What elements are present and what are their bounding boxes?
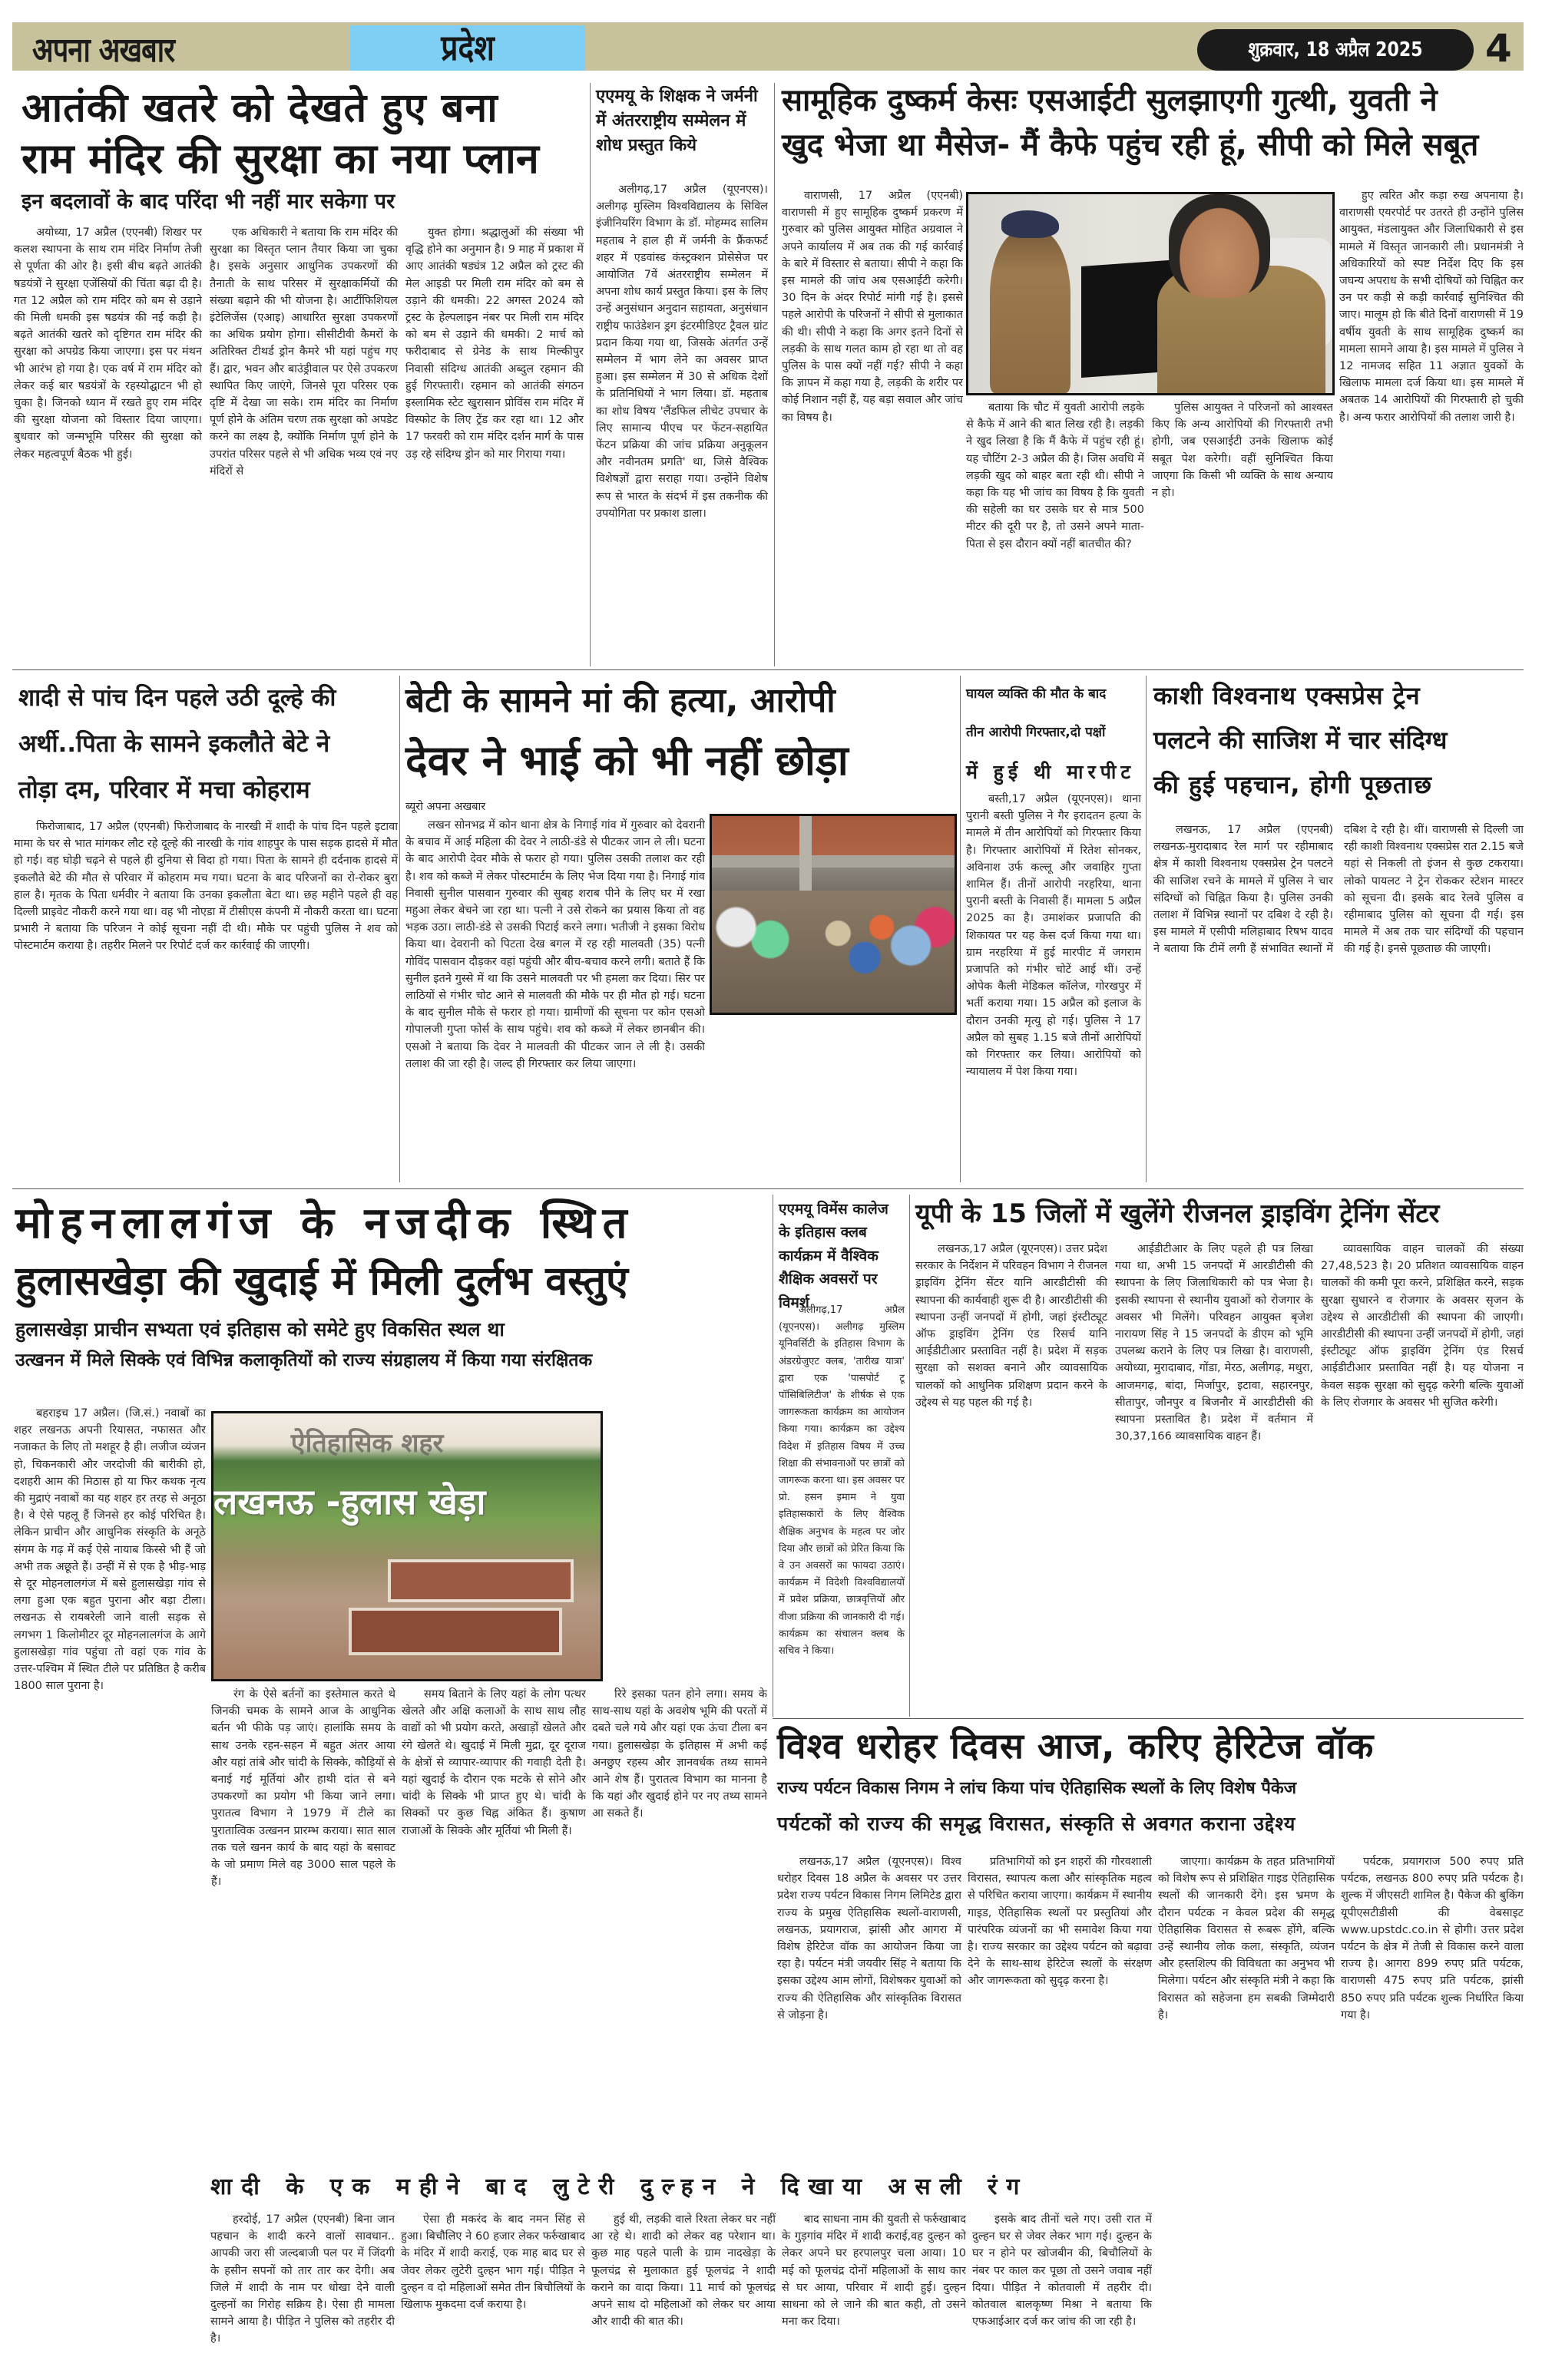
section-tab: [350, 25, 585, 71]
basti-body: बस्ती,17 अप्रैल (यूएनएस)। थाना पुरानी बस्ती पुलिस ने गैर इरादतन हत्या के मामले में तीन आरोपियों को गिरफ्तार किया है। गिरफ्तार आरोपियों में रितेश सोनकर, अविनाश उर्फ कल्लू और जवाहिर गुप्ता शामिल हैं। तीनों आरोपी नरहरिया, थाना पुरानी बस्ती के निवासी हैं। मामला 5 अप्रैल 2025 का है। उमाशंकर प्रजापति की शिकायत पर यह केस दर्ज किया गया था। ग्राम नरहरिया में हुई मारपीट में जगराम प्रजापति को गंभीर चोटें आई थीं। उन्हें ओपेक कैली मेडिकल कॉलेज, गोरखपुर में भर्ती कराया गया। 15 अप्रैल को इलाज के दौरान उनकी मृत्यु हो गई। पुलिस ने 17 अप्रैल को सुबह 1.15 बजे तीनों आरोपियों को गिरफ्तार कर लिया। आरोपियों को न्यायालय में पेश किया गया।: [966, 793, 1141, 1079]
looteri-dulhan-col-3: हुई थी, लड़की वाले रिश्ता लेकर घर नहीं आ रहे थे। शादी को लेकर वह परेशान था। कुछ माह पहले पाली के ग्राम नादखेड़ा के फूलचंद्र से मुलाकात हुई फूलचंद्र ने शादी कराने का वादा किया। 11 मार्च को फूलचंद्र अपने साथ दो महिलाओं को लेकर घर आया और शादी की बात की।: [591, 2213, 776, 2329]
kashi-headline-3: की हुई पहचान, होगी पूछताछ: [1153, 770, 1432, 799]
heritage-headline: विश्व धरोहर दिवस आज, करिए हेरिटेज वॉक: [777, 1725, 1375, 1767]
hulaskheda-subhead-2: उत्खनन में मिले सिक्के एवं विभिन्न कलाकृतियों को राज्य संग्रहालय में किया गया संरक्षितक: [15, 1350, 593, 1370]
looteri-dulhan-col-5: इसके बाद तीनों चले गए। उसी रात में दुल्हन घर से जेवर लेकर भाग गई। दुल्हन के घर न होने पर खोजबीन की, बिचौलियों के नंबर पर काल कर पूछा तो उसने जवाब नहीं दिया। पीड़ित ने कोतवाली में तहरीर दी। कोतवाल बालकृष्ण मिश्रा ने बताया कि एफआईआर दर्ज कर जांच की जा रही है।: [972, 2213, 1152, 2329]
sonbhadra-headline-1: बेटी के सामने मां की हत्या, आरोपी: [405, 681, 836, 720]
photo-sign-text: ऐतिहासिक शहर: [290, 1427, 444, 1459]
column-divider: [774, 83, 775, 666]
firozabad-headline-1: शादी से पांच दिन पहले उठी दूल्हे की: [18, 684, 336, 712]
date-label: शुक्रवार, 18 अप्रैल 2025: [1248, 38, 1423, 61]
crowd-scene-photo: [710, 814, 957, 1015]
basti-headline-3: में हुई थी मारपीट: [966, 761, 1135, 783]
basti-headline-2: तीन आरोपी गिरफ्तार,दो पक्षों: [966, 725, 1106, 740]
ram-mandir-col-3: युक्त होगा। श्रद्धालुओं की संख्या भी वृद्धि होने का अनुमान है। 9 माह में प्रकाश में आए आतंकी षड्यंत्र 12 अप्रैल को ट्रस्ट की मेल आइडी पर मिली राम मंदिर को बम से उड़ाने की धमकी। 22 अगस्त 2024 को ट्रस्ट के हेल्पलाइन नंबर पर मिली राम मंदिर को बम से उड़ाने की धमकी। 2 मार्च को फरीदाबाद से ग्रेनेड के साथ मिल्कीपुर निवासी संदिग्ध आतंकी अब्दुल रहमान की हुई गिरफ्तारी। रहमान को आतंकी संगठन इस्लामिक स्टेट खुरासान प्रोविंस राम मंदिर में विस्फोट के लिए ट्रेंड कर रहा था। 12 और 17 फरवरी को राम मंदिर दर्शन मार्ग के पास उड़ रहे संदिग्ध ड्रोन को मार गिराया गया।: [405, 226, 584, 461]
column-divider: [1146, 676, 1147, 1182]
ram-mandir-headline-1: आतंकी खतरे को देखते हुए बना: [22, 85, 498, 131]
looteri-dulhan-col-1: हरदोई, 17 अप्रैल (एएनबी) बिना जान पहचान के शादी करने वालों सावधान.. आपकी जरा सी जल्दबाजी पल पर में जिंदगी के हसीन सपनों को तार तार कर देगी। अब जिले में शादी के नाम पर धोखा देने वाली दुल्हनों का गिरोह सक्रिय है। ऐसा ही मामला सामने आया है। पीड़ित ने पुलिस को तहरीर दी है।: [210, 2213, 395, 2345]
hulaskheda-subhead-1: हुलासखेड़ा प्राचीन सभ्यता एवं इतिहास को समेटे हुए विकसित स्थल था: [15, 1318, 505, 1340]
ram-mandir-subhead: इन बदलावों के बाद परिंदा भी नहीं मार सकेगा पर: [22, 190, 395, 213]
photo-sign-text: लखनऊ -हुलास खेड़ा: [213, 1481, 486, 1523]
firozabad-headline-3: तोड़ा दम, परिवार में मचा कोहराम: [18, 776, 310, 804]
section-label: प्रदेश: [441, 27, 495, 68]
hulaskheda-col-4: रिरे इसका पतन होने लगा। समय के साथ-साथ यहां के अवशेष भूमि की परतों में दबते चले गये और यहां एक ऊंचा टीला बन गया। हुलासखेड़ा के इतिहास में अभी कई अनछुए रहस्य और ज्ञानवर्धक तथ्य सामने आने शेष हैं। पुरातत्व विभाग का मानना है कि यहां और खुदाई होने पर नए तथ्य सामने आ सकते हैं।: [592, 1688, 767, 1820]
sonbhadra-body: लखन सोनभद्र में कोन थाना क्षेत्र के निगाई गांव में गुरुवार को देवरानी के बचाव में आई महिला की देवर ने लाठी-डंडे से पीटकर जान ले ली। घटना के बाद आरोपी देवर मौके से फरार हो गया। पुलिस उसकी तलाश कर रही है। शव को कब्जे में लेकर पोस्टमार्टम के लिए भेज दिया गया है। निगाई गांव निवासी सुनील पासवान गुरुवार की सुबह शराब पीने के लिए घर में रखा महुआ लेकर बेचने जा रहा था। पत्नी ने उसे रोकने का प्रयास किया तो वह भड़क उठा। लाठी-डंडे से उसकी पिटाई करने लगा। भतीजी ने इसका विरोध किया था। देवरानी को पिटता देख बगल में रह रही मालवती (35) पत्नी गोविंद पासवान दौड़कर वहां पहुंची और बीच-बचाव करने लगी। बताते हैं कि सुनील इतने गुस्से में था कि उसने मालवती पर भी हमला कर दिया। सिर पर लाठियों से गंभीर चोट आने से मालवती की मौके पर ही मौत हो गई। घटना के बाद सुनील मौके से फरार हो गया। ग्रामीणों की सूचना पर कोन एसओ गोपालजी गुप्ता फोर्स के साथ पहुंचे। शव को कब्जे में लेकर छानबीन की। एसओ ने बताया कि देवर ने मालवती की पीटकर जान ले ली है। उसकी तलाश की जा रही है। जल्द ही गिरफ्तार कर लिया जाएगा।: [405, 819, 705, 1070]
driving-centres-headline: यूपी के 15 जिलों में खुलेंगे रीजनल ड्राइविंग ट्रेनिंग सेंटर: [915, 1198, 1440, 1229]
sonbhadra-headline-2: देवर ने भाई को भी नहीं छोड़ा: [405, 736, 849, 785]
looteri-dulhan-col-4: बाद साधना नाम की युवती से फर्रुखाबाद के गुड़गांव मंदिर में शादी कराई,वह दुल्हन को लेकर अपने घर हरपालपुर चला आया। 10 मई को फूलचंद्र दोनों महिलाओं के साथ कार से घर आया, परिवार में शादी हुई। दुल्हन साधना को ले जाने की बात कही, तो उसने मना कर दिया।: [782, 2213, 966, 2329]
looteri-dulhan-headline: शादी के एक महीने बाद लुटेरी दुल्हन ने दिखाया असली रंग: [210, 2173, 1029, 2200]
newspaper-brand: अपना अखबार: [32, 31, 175, 70]
heritage-subhead-2: पर्यटकों को राज्य की समृद्ध विरासत, संस्कृति से अवगत कराना उद्देश्य: [777, 1813, 1296, 1835]
column-divider: [590, 83, 591, 666]
hulaskheda-headline-1: मोहनलालगंज के नजदीक स्थित: [15, 1198, 635, 1248]
heritage-col-3: जाएगा। कार्यक्रम के तहत प्रतिभागियों को विशेष रूप से प्रशिक्षित गाइड ऐतिहासिक स्थलों की जानकारी देंगे। इस भ्रमण के दौरान पर्यटक न केवल प्रदेश की समृद्ध ऐतिहासिक विरासत से रूबरू होंगे, बल्कि उन्हें स्थानीय लोक कला, संस्कृति, व्यंजन और हस्तशिल्प की विविधता का अनुभव भी मिलेगा। पर्यटन और संस्कृति मंत्री ने कहा कि विरासत को सहेजना हम सबकी जिम्मेदारी है।: [1158, 1856, 1335, 2021]
column-divider: [399, 676, 400, 1182]
amu-womens-headline: एएमयू विमेंस कालेज के इतिहास क्लब कार्यक्रम में वैश्विक शैक्षिक अवसरों पर विमर्श: [779, 1201, 888, 1311]
amu-germany-body: अलीगढ़,17 अप्रैल (यूएनएस)। अलीगढ़ मुस्लिम विश्वविद्यालय के सिविल इंजीनियरिंग विभाग के डॉ. मोहम्मद सालिम महताब ने हाल ही में जर्मनी के फ्रैंकफर्ट शहर में एडवांस्ड कंस्ट्रक्शन प्रोसेसेज पर आयोजित 7वें अंतरराष्ट्रीय सम्मेलन में अपना शोध कार्य प्रस्तुत किया। इस के लिए उन्हें अनुसंधान अनुदान सहायता, अनुसंधान राष्ट्रीय फाउंडेशन ड्रग इंटरमीडिएट ट्रैवल ग्रांट प्रदान किया गया था, जिसके अंतर्गत उन्हें सम्मेलन में भाग लेने का अवसर प्राप्त हुआ। इस सम्मेलन में 30 से अधिक देशों के प्रतिनिधियों ने भाग लिया। डॉ. महताब का शोध विषय 'लैंडफिल लीचेट उपचार के लिए सामान्य पीएच पर फेंटन-सहायित फेंटन प्रक्रिया की जांच प्रक्रिया अनुकूलन और नवीनतम प्रगति' था, जिसे वैश्विक विशेषज्ञों द्वारा सराहा गया। उन्होंने विशेष रूप से भारत के संदर्भ में इस तकनीक की उपयोगिता पर प्रकाश डाला।: [596, 183, 768, 520]
varanasi-headline-1: सामूहिक दुष्कर्म केसः एसआईटी सुलझाएगी गुत्थी, युवती ने: [782, 83, 1438, 118]
section-divider: [773, 1718, 1524, 1719]
heritage-col-2: प्रतिभागियों को इन शहरों की गौरवशाली विरासत, स्थापत्य कला और सांस्कृतिक महत्व से परिचित कराया जाएगा। कार्यक्रम में स्थानीय गाइड, ऐतिहासिक स्थलों पर प्रस्तुतियां और पारंपरिक व्यंजनों का भी समावेश किया गया है। राज्य सरकार का उद्देश्य पर्यटन को बढ़ावा देने के साथ-साथ हेरिटेज स्थलों के संरक्षण और जागरूकता को सुदृढ़ करना है।: [968, 1856, 1152, 1988]
driving-centres-col-1: लखनऊ,17 अप्रैल (यूएनएस)। उत्तर प्रदेश सरकार के निर्देशन में परिवहन विभाग ने रीजनल ड्राइविंग ट्रेनिंग सेंटर यानि आरडीटीसी की स्थापना की कार्यवाही शुरू दी है। आरडीटीसी की स्थापना उन्हीं जनपदों में होगी, जहां इंस्टीट्यूट ऑफ ड्राइविंग ट्रेनिंग एंड रिसर्च यानि आईडीटीआर प्रस्तावित नहीं है। प्रदेश में सड़क सुरक्षा को सशक्त बनाने और व्यावसायिक चालकों को आधुनिक प्रशिक्षण प्रदान करने के उद्देश्य से यह पहल की गई है।: [915, 1243, 1107, 1409]
hulaskheda-excavation-photo: [211, 1411, 603, 1681]
hulaskheda-col-1: बहराइच 17 अप्रैल। (जि.सं.) नवाबों का शहर लखनऊ अपनी रियासत, नफासत और नजाकत के लिए तो मशहूर है ही। लजीज व्यंजन हो, चिकनकारी और जरदोजी की बारीकी हो, दशहरी आम की मिठास हो या फिर कथक नृत्य की मुद्राएं नवाबों का यह शहर हर तरह से अनूठा है। वे ऐसे पहलू हैं जिनसे हर कोई परिचित है। लेकिन प्राचीन और आधुनिक संस्कृति के अनूठे संगम के गढ़ में कई ऐसे नायाब किस्से भी हैं जो अभी तक अछूते हैं। उन्हीं में से एक है भीड़-भाड़ से दूर मोहनलालगंज में बसे हुलासखेड़ा गांव से लगा हुआ एक बहुत पुराना और बड़ा टीला। लखनऊ से रायबरेली जाने वाली सड़क से लगभग 1 किलोमीटर दूर मोहनलालगंज के आगे हुलासखेड़ा गांव पहुंचा तो वहां एक गांव के उत्तर-पश्चिम में स्थित टीले पर प्रतिष्ठित है करीब 1800 साल पुराना है।: [14, 1407, 206, 1693]
page-number: 4: [1485, 26, 1512, 71]
varanasi-col-2: बताया कि चौट में युवती आरोपी लड़के से कैफे में आने की बात लिख रही है। लड़की ने खुद लिखा है कि मैं कैफे में पहुंच रही हूं। यह चौटिंग 2-3 अप्रैल की है। जिस अवधि में लड़की खुद को बाहर बता रही थी। सीपी ने कहा कि यह भी जांच का विषय है कि युवती की सहेली का घर उसके घर से मात्र 500 मीटर की दूरी पर है, तो उसने अपने माता-पिता से इस दौरान क्यों नहीं बातचीत की?: [966, 402, 1144, 550]
firozabad-body: फिरोजाबाद, 17 अप्रैल (एएनबी) फिरोजाबाद के नारखी में शादी के पांच दिन पहले इटावा मामा के घर से भात मांगकर लौट रहे दूल्हे की नारखी के गांव शाहपुर के पास सड़क हादसे में मौत हो गई। वह घोड़ी चढ़ने से पहले ही दुनिया से विदा हो गया। पिता के सामने ही दर्दनाक हादसे में इकलौते बेटे की मौत से परिवार में कोहराम मच गया। घटना के बाद परिजनों का रो-रोकर बुरा हाल है। मृतक के पिता धर्मवीर ने बताया कि उनका इकलौता बेटा था। छह महीने पहले ही वह दिल्ली प्राइवेट नौकरी करने गया था। वह भी नोएडा में टीसीएस कंपनी में नौकरी करता था। घटना प्रभारी ने बताया कि परिजन ने कोई सूचना नहीं दी थी। मौके पर पहुंची पुलिस ने शव को पोस्टमार्टम कराया है। तहरीर मिलने पर रिपोर्ट दर्ज कर कार्रवाई की जाएगी।: [14, 821, 398, 953]
hulaskheda-headline-2: हुलासखेड़ा की खुदाई में मिली दुर्लभ वस्तुएं: [15, 1258, 628, 1304]
kashi-headline-1: काशी विश्वनाथ एक्सप्रेस ट्रेन: [1153, 681, 1421, 710]
driving-centres-col-3: व्यावसायिक वाहन चालकों की संख्या 27,48,523 है। 20 प्रतिशत व्यावसायिक वाहन चालकों की कमी पूरा करने, प्रशिक्षित करने, सड़क सुरक्षा सुधारने व रोजगार के अवसर सृजन के उद्देश्य से आरडीटीसी की स्थापना की जाएगी। आरडीटीसी की स्थापना उन्हीं जनपदों में होगी, जहां इंस्टीट्यूट ऑफ ड्राइविंग ट्रेनिंग एंड रिसर्च आईडीटीआर प्रस्तावित नहीं है। यह योजना न केवल सड़क सुरक्षा को सुदृढ़ करेगी बल्कि युवाओं के लिए रोजगार के अवसर भी सुजित करेगी।: [1321, 1243, 1524, 1409]
masthead-band: [12, 22, 1524, 71]
basti-headline-1: घायल व्यक्ति की मौत के बाद: [966, 686, 1107, 702]
heritage-col-4: पर्यटक, प्रयागराज 500 रुपए प्रति पर्यटक, लखनऊ 800 रुपए प्रति पर्यटक है। शुल्क में जीएसटी शामिल है। पैकेज की बुकिंग यूपीएसटीडीसी की वेबसाइट www.upstdc.co.in से होगी। उत्तर प्रदेश पर्यटन के क्षेत्र में तेजी से विकास करने वाला राज्य है। आगरा 899 रुपए प्रति पर्यटक, वाराणसी 475 रुपए प्रति पर्यटक, झांसी 850 रुपए प्रति पर्यटक शुल्क निर्धारित किया गया है।: [1341, 1856, 1524, 2021]
ram-mandir-col-2: एक अधिकारी ने बताया कि राम मंदिर की सुरक्षा का विस्तृत प्लान तैयार किया जा चुका है। इसके अनुसार आधुनिक उपकरणों की तैनाती के साथ परिसर में सुरक्षाकर्मियों की संख्या बढ़ाने की भी योजना है। आर्टीफिशियल इंटेलिजेंस (एआइ) आधारित सुरक्षा उपकरणों का अधिक प्रयोग होगा। सीसीटीवी कैमरों के अतिरिक्त टीथर्ड ड्रोन कैमरे भी यहां पहुंच गए हैं। द्वार, भवन और बाउंड्रीवाल पर ऐसे उपकरण स्थापित किए जाएंगे, जिनसे पूरा परिसर एक दृष्टि में देखा जा सके। राम मंदिर का निर्माण पूर्ण होने के अंतिम चरण तक सुरक्षा को अपडेट करने का लक्ष्य है, क्योंकि निर्माण पूर्ण होने के उपरांत परिसर पहले से भी अधिक भव्य एवं नए मंदिरों से: [210, 226, 398, 478]
kashi-body: लखनऊ, 17 अप्रैल (एएनबी) लखनऊ-मुरादाबाद रेल मार्ग पर रहीमाबाद क्षेत्र में काशी विश्वनाथ एक्सप्रेस ट्रेन पलटने की साजिश रचने के मामले में पुलिस ने चार संदिग्धों को चिह्नित किया है। पुलिस उनकी तलाश में विभिन्न स्थानों पर दबिश दे रही है। इस मामले में एसीपी मलिहाबाद रिषभ यादव ने बताया कि टीमें लगी हैं संभावित स्थानों में दबिश दे रही है। थीं। वाराणसी से दिल्ली जा रही काशी विश्वनाथ एक्सप्रेस रात 2.15 बजे यहां से निकली तो इंजन से कुछ टकराया। लोको पायलट ने ट्रेन रोककर स्टेशन मास्टर को सूचना दी। इसके बाद रेलवे पुलिस व रहीमाबाद पुलिस को सूचना दी गई। इस मामले में अब तक चार संदिग्धों की पहचान की गई है। इनसे पूछताछ की जाएगी।: [1153, 824, 1524, 956]
heritage-subhead-1: राज्य पर्यटन विकास निगम ने लांच किया पांच ऐतिहासिक स्थलों के लिए विशेष पैकेज: [777, 1779, 1297, 1798]
section-divider: [12, 1188, 1524, 1189]
amu-womens-body: अलीगढ़,17 अप्रैल (यूएनएस)। अलीगढ़ मुस्लिम यूनिवर्सिटी के इतिहास विभाग के अंडरग्रेजुएट क्लब, 'तारीख यात्रा' द्वारा एक 'पासपोर्ट टू पॉसिबिलिटीज' के शीर्षक से एक जागरूकता कार्यक्रम का आयोजन किया गया। कार्यक्रम का उद्देश्य विदेश में इतिहास विषय में उच्च शिक्षा की संभावनाओं पर छात्रों को जागरूक करना था। इस अवसर पर प्रो. हसन इमाम ने युवा इतिहासकारों के लिए वैश्विक शैक्षिक अनुभव के महत्व पर जोर दिया और छात्रों को प्रेरित किया कि वे उन अवसरों का फायदा उठाएं। कार्यक्रम में विदेशी विश्वविद्यालयों में प्रवेश प्रक्रिया, छात्रवृत्तियों और वीजा प्रक्रिया की जानकारी दी गई। कार्यक्रम का संचालन क्लब के सचिव ने किया।: [779, 1304, 905, 1658]
police-commissioner-photo: [966, 192, 1335, 395]
sonbhadra-byline: ब्यूरो अपना अखबार: [405, 801, 486, 813]
varanasi-col-4: हुए त्वरित और कड़ा रुख अपनाया है। वाराणसी एयरपोर्ट पर उतरते ही उन्होंने पुलिस आयुक्त, मंडलायुक्त और जिलाधिकारी से इस मामले में विस्तृत जानकारी ली। प्रधानमंत्री ने अधिकारियों को स्पष्ट निर्देश दिए कि इस जघन्य अपराध के सभी दोषियों को चिह्नित कर उन पर कड़ी से कड़ी कार्रवाई सुनिश्चित की जाए। मालूम हो कि बीते दिनों वाराणसी में 19 वर्षीय युवती के साथ सामूहिक दुष्कर्म का मामला सामने आया है। इस मामले में पुलिस ने 12 नामजद सहित 11 अज्ञात युवकों के खिलाफ मामला दर्ज किया था। इस मामले में अबतक 14 आरोपियों की गिरफ्तारी हो चुकी है। अन्य फरार आरोपियों की तलाश जारी है।: [1339, 190, 1524, 424]
kashi-headline-2: पलटने की साजिश में चार संदिग्ध: [1153, 726, 1448, 755]
ram-mandir-headline-2: राम मंदिर की सुरक्षा का नया प्लान: [22, 134, 539, 183]
date-badge: [1197, 29, 1474, 71]
hulaskheda-col-3: समय बिताने के लिए यहां के लोग पत्थर खेलते और अक्षि कलाओं के साथ साथ लौह वाद्यों को भी प्रयोग करते, अखाड़ों खेलते और रंगे खेलते थे। खुदाई में मिली मुद्रा, दूर दूराज के क्षेत्रों से व्यापार-व्यापार की गवाही देती है। यहां खुदाई के दौरान एक मटके से सोने और चांदी के सिक्के भी प्राप्त हुए थे। चांदी के सिक्कों पर कुछ चिह्न अंकित हैं। कुषाण राजाओं के सिक्के और मूर्तियां भी मिली हैं।: [402, 1688, 586, 1837]
looteri-dulhan-col-2: ऐसा ही मकरंद के बाद नमन सिंह से हुआ। बिचौलिए ने 60 हजार लेकर फर्रुखाबाद के मंदिर में शादी कराई, एक माह बाद घर से जेवर लेकर लुटेरी दुल्हन भाग गई। पीड़ित ने दुल्हन व दो महिलाओं समेत तीन बिचौलियों के खिलाफ मुकदमा दर्ज कराया है।: [401, 2213, 585, 2312]
firozabad-headline-2: अर्थी..पिता के सामने इकलौते बेटे ने: [18, 730, 330, 758]
driving-centres-col-2: आईडीटीआर के लिए पहले ही पत्र लिखा गया था, अभी 15 जनपदों में आरडीटीसी की स्थापना के लिए जिलाधिकारी को पत्र भेजा है। इसकी स्थापना से स्थानीय युवाओं को रोजगार के अवसर भी मिलेंगे। परिवहन आयुक्त बृजेश नारायण सिंह ने 15 जनपदों के डीएम को भूमि उपलब्ध कराने के लिए पत्र लिखा है। वाराणसी, अयोध्या, मुरादाबाद, गोंडा, मेरठ, अलीगढ़, मथुरा, आजमगढ़, बांदा, मिर्जापुर, इटावा, सहारनपुर, सीतापुर, जौनपुर व बिजनौर में आरडीटीसी की स्थापना प्रस्तावित है। प्रदेश में वर्तमान में 30,37,166 व्यावसायिक वाहन हैं।: [1115, 1243, 1313, 1443]
section-divider: [12, 669, 1524, 670]
column-divider: [909, 1195, 910, 1717]
hulaskheda-col-2: रंग के ऐसे बर्तनों का इस्तेमाल करते थे जिनकी चमक के सामने आज के आधुनिक बर्तन भी फीके पड़ जाएं। हालांकि समय के साथ उनके रहन-सहन में बहुत अंतर आया और यहां तांबे और चांदी के सिक्के, कौड़ियों से बनाई गई मूर्तियां और हाथी दांत से बने उपकरणों का प्रयोग भी किया जाने लगा। पुरातत्व विभाग ने 1979 में टीले का पुरातात्विक उत्खनन प्रारम्भ कराया। सात साल तक चले खनन कार्य के बाद यहां के बसावट के जो प्रमाण मिले वह 3000 साल पहले के हैं।: [211, 1688, 395, 1889]
heritage-col-1: लखनऊ,17 अप्रैल (यूएनएस)। विश्व धरोहर दिवस 18 अप्रैल के अवसर पर उत्तर प्रदेश राज्य पर्यटन विकास निगम लिमिटेड द्वारा राज्य के प्रमुख ऐतिहासिक स्थलों-वाराणसी, लखनऊ, प्रयागराज, झांसी और आगरा में विशेष हेरिटेज वॉक का आयोजन किया जा रहा है। पर्यटन मंत्री जयवीर सिंह ने बताया कि इसका उद्देश्य आम लोगों, विशेषकर युवाओं को राज्य की ऐतिहासिक और सांस्कृतिक विरासत से जोड़ना है।: [777, 1856, 961, 2021]
varanasi-col-1: वाराणसी, 17 अप्रैल (एएनबी) वाराणसी में हुए सामूहिक दुष्कर्म प्रकरण में गुरुवार को पुलिस आयुक्त मोहित अग्रवाल ने अपने कार्यालय में अब तक की गई कार्रवाई के बारे में विस्तार से बताया। सीपी ने कहा कि इस मामले की जांच अब एसआईटी करेगी। 30 दिन के अंदर रिपोर्ट मांगी गई है। इससे पहले आरोपी के परिजनों ने सीपी से मुलाकात की थी। सीपी ने कहा कि अगर इतने दिनों से लड़की के साथ गलत काम हो रहा था तो वह पुलिस के पास क्यों नहीं गई? सीपी ने कहा कि ज्ञापन में कहा गया है, लड़की के शरीर पर कोई निशान नहीं हैं, यह बड़ा सवाल और जांच का विषय है।: [782, 190, 963, 424]
column-divider: [960, 676, 961, 1182]
varanasi-headline-2: खुद भेजा था मैसेज- मैं कैफे पहुंच रही हूं, सीपी को मिले सबूत: [782, 127, 1479, 163]
varanasi-col-3: पुलिस आयुक्त ने परिजनों को आश्वस्त किए कि अन्य आरोपियों की गिरफ्तारी तभी होगी, जब एसआईटी उनके खिलाफ कोई सबूत पेश करेगी। वहीं सुनिश्चित किया जाएगा कि किसी भी व्यक्ति के साथ अन्याय न हो।: [1152, 402, 1333, 500]
amu-germany-headline: एएमयू के शिक्षक ने जर्मनी में अंतरराष्ट्रीय सम्मेलन में शोध प्रस्तुत किये: [596, 87, 758, 155]
ram-mandir-col-1: अयोध्या, 17 अप्रैल (एएनबी) शिखर पर कलश स्थापना के साथ राम मंदिर निर्माण तेजी से पूर्णता की ओर है। इसी बीच बढ़ते आतंकी षडयंत्रों ने सुरक्षा एजेंसियों की चिंता बढ़ा दी है। गत 12 अप्रैल को राम मंदिर को बम से उड़ाने की मिली धमकी इस षडयंत्र की नई कड़ी है। बढ़ते आतंकी खतरे को दृष्टिगत राम मंदिर की सुरक्षा को अपग्रेड किया जाएगा। इस पर मंथन भी आरंभ हो गया है। एक वर्ष में राम मंदिर को लेकर कई बार षडयंत्रों के रहस्योद्घाटन भी हो चुका है। जिनको ध्यान में रखते हुए राम मंदिर की सुरक्षा योजना को विस्तार दिया जाएगा। बुधवार को जन्मभूमि परिसर की सुरक्षा को लेकर महत्वपूर्ण बैठक भी हुई।: [14, 226, 202, 461]
